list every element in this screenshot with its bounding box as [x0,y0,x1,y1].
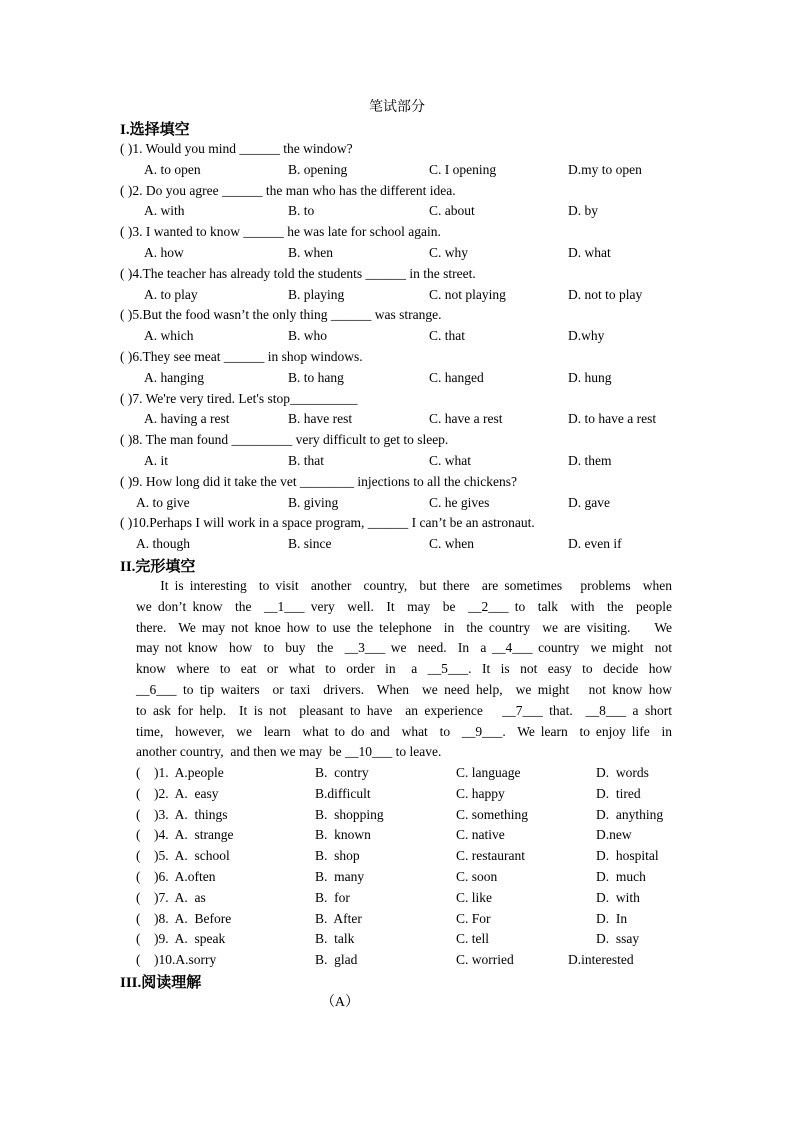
option-c: C. not playing [429,286,506,302]
cloze-question-row [0,950,794,970]
option-b: B. have rest [288,411,353,427]
cloze-question-stem: ( )7. A. as [136,889,206,905]
option-b: B. for [315,889,350,905]
question-options [0,493,794,513]
option-c: C. he gives [429,494,490,510]
option-d: D. words [596,765,649,780]
cloze-question-row [0,909,794,929]
question-stem: ( )7. We're very tired. Let's stop__________ [120,390,358,406]
option-c: C. soon [456,869,498,884]
option-d: D. tired [596,785,641,801]
option-c: C. why [429,245,469,260]
option-c: C. language [456,765,521,780]
passage-line: there. We may not knoe how to use the telephone in the country we are visiting. We [136,619,672,635]
option-b: B. known [315,827,371,843]
question-stem: ( )10.Perhaps I will work in a space program, ______ I can’t be an astronaut. [120,515,535,531]
option-d: D. what [568,245,611,260]
option-d: D. much [596,869,646,884]
passage-line: to ask for help. It is not pleasant to have an experience __7___ that. __8___ a short [136,702,672,718]
cloze-question-row [0,867,794,887]
option-d: D. to have a rest [568,411,657,427]
cloze-question-stem: ( )6. A.often [136,869,216,884]
section-heading-reading: III.阅读理解 [120,975,202,991]
option-c: C. what [429,453,471,468]
option-b: B. contry [315,765,369,780]
option-d: D. hospital [596,848,659,864]
question-stem: ( )1. Would you mind ______ the window? [120,141,353,156]
cloze-question-row [0,805,794,825]
reading-subheading: （A） [320,995,360,1010]
option-c: C. I opening [429,161,497,177]
passage-line: another country, and then we may be __10___ to leave. [136,744,442,760]
cloze-question-stem: ( )2. A. easy [136,785,219,801]
option-d: D. with [596,889,640,905]
cloze-question-stem: ( )9. A. speak [136,931,226,947]
cloze-question-row [0,888,794,908]
option-c: C. something [456,806,529,822]
question-stem: ( )4.The teacher has already told the students ______ in the street. [120,265,476,281]
option-b: B. talk [315,931,355,947]
question-options [0,326,794,346]
option-b: B. glad [315,952,358,968]
passage-line: __6___ to tip waiters or taxi drivers. When we need help, we might not know how [136,681,672,697]
option-c: C. happy [456,785,505,801]
option-d: D.my to open [568,161,642,177]
passage-line: may not know how to buy the __3___ we need. In a __4___ country we might not [136,640,672,656]
cloze-question-row [0,929,794,949]
option-d: D. not to play [568,286,643,302]
cloze-question-row [0,846,794,866]
question-options [0,409,794,429]
cloze-question-row [0,784,794,804]
passage-line: time, however, we learn what to do and what to __9___. We learn to enjoy life in [136,723,672,739]
option-d: D. even if [568,536,622,552]
question-stem: ( )2. Do you agree ______ the man who has the different idea. [120,182,456,198]
option-b: B. giving [288,494,339,510]
option-c: C. about [429,203,475,219]
cloze-question-stem: ( )4. A. strange [136,827,234,843]
option-c: C. like [456,889,492,905]
option-b: B. After [315,910,362,926]
question-stem: ( )6.They see meat ______ in shop windows. [120,349,363,364]
cloze-question-stem: ( )3. A. things [136,806,228,822]
question-stem: ( )8. The man found _________ very difficult to get to sleep. [120,432,449,448]
option-b: B. who [288,328,328,344]
question-options [0,368,794,388]
option-b: B. since [288,536,332,552]
option-a: A. to give [136,494,190,510]
cloze-passage [136,576,672,763]
cloze-question-stem: ( )10.A.sorry [136,952,217,968]
option-c: C. have a rest [429,411,503,427]
option-b: B. to [288,203,315,219]
option-d: D. by [568,203,598,219]
page-title: 笔试部分 [369,100,425,115]
option-a: A. it [144,453,169,468]
cloze-question-row [0,763,794,783]
section-heading-multiple-choice: I.选择填空 [120,122,190,138]
question-stem: ( )9. How long did it take the vet ________ injections to all the chickens? [120,473,518,489]
question-options [0,451,794,471]
option-b: B. when [288,245,333,260]
option-c: C. tell [456,931,489,947]
option-c: C. For [456,910,491,926]
option-b: B. shopping [315,806,384,822]
option-b: B. to hang [288,369,344,385]
option-c: C. hanged [429,369,484,385]
cloze-question-stem: ( )1. A.people [136,765,224,780]
question-stem: ( )3. I wanted to know ______ he was late for school again. [120,224,441,240]
option-d: D. ssay [596,931,640,947]
question-options [0,160,794,180]
option-b: B. many [315,869,365,884]
option-d: D. gave [568,494,610,510]
option-b: B. that [288,453,324,468]
question-options [0,201,794,221]
option-c: C. native [456,827,505,843]
option-d: D. In [596,910,628,926]
option-d: D. hung [568,369,612,385]
option-b: B. opening [288,161,348,177]
option-b: B. shop [315,848,360,864]
question-options [0,285,794,305]
passage-line: It is interesting to visit another country, but there are sometimes problems when [136,578,672,593]
cloze-question-stem: ( )5. A. school [136,848,230,864]
option-a: A. having a rest [144,411,230,427]
cloze-question-stem: ( )8. A. Before [136,910,232,926]
option-c: C. restaurant [456,848,525,864]
option-a: A. to open [144,161,201,177]
question-options [0,243,794,263]
question-options [0,534,794,554]
option-d: D. them [568,453,612,468]
section-heading-cloze: II.完形填空 [120,559,196,575]
question-stem: ( )5.But the food wasn’t the only thing ______ was strange. [120,307,442,323]
option-d: D.interested [568,952,634,968]
option-b: B.difficult [315,785,371,801]
option-a: A. hanging [144,369,204,385]
option-c: C. that [429,328,465,344]
option-b: B. playing [288,286,345,302]
passage-line: we don’t know the __1___ very well. It may be __2___ to talk with the people [136,598,672,614]
option-a: A. which [144,328,194,344]
option-a: A. though [136,536,190,552]
cloze-question-row [0,825,794,845]
option-a: A. to play [144,286,198,302]
option-d: D.why [568,328,605,344]
option-d: D.new [596,827,632,843]
passage-line: know where to eat or what to order in a __5___. It is not easy to decide how [136,661,672,677]
option-a: A. with [144,203,185,219]
option-c: C. when [429,536,474,552]
option-d: D. anything [596,806,664,822]
option-a: A. how [144,245,184,260]
option-c: C. worried [456,952,514,968]
